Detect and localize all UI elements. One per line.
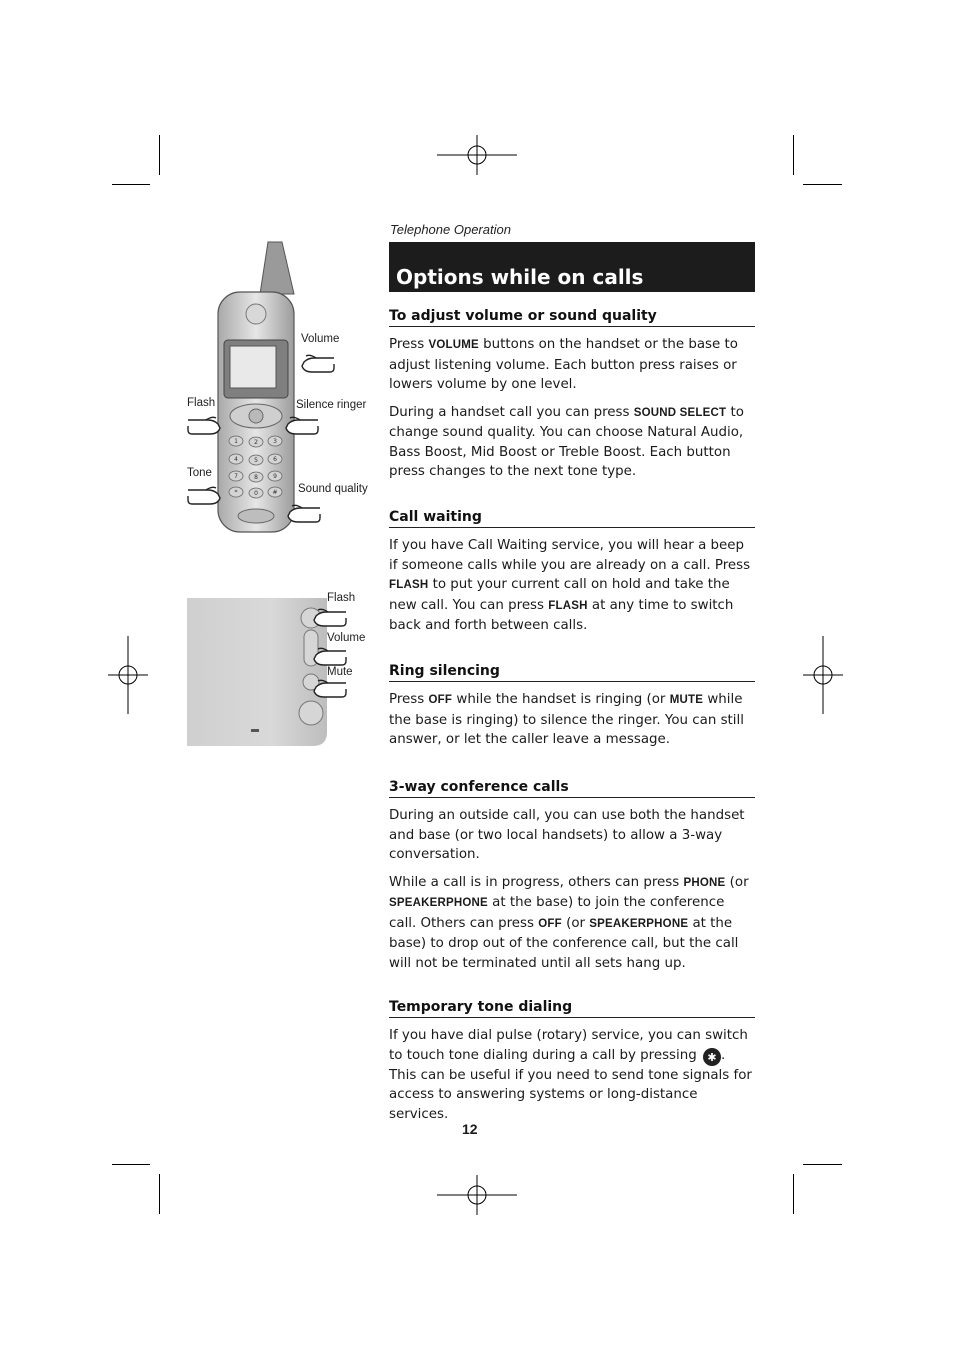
crop-mark [159,135,160,175]
section-heading: Ring silencing [389,663,755,682]
crop-mark [793,1174,794,1214]
crop-mark [112,1164,150,1165]
registration-mark [108,636,148,714]
svg-text:4: 4 [234,456,238,463]
svg-text:#: # [272,489,278,496]
registration-mark [803,636,843,714]
paragraph: During an outside call, you can use both the handset and base (or two local handsets) to allow a 3-way conversation. [389,808,745,862]
section-heading: Temporary tone dialing [389,999,755,1018]
tone-star-key-icon: ✱ [703,1048,721,1066]
base-illustration [187,596,327,748]
section-call-waiting [389,509,755,636]
section-conference [389,779,755,973]
callout-tone: Tone [187,467,212,479]
callout-volume: Volume [301,333,340,345]
page-number: 12 [462,1121,478,1137]
section-heading: To adjust volume or sound quality [389,308,755,327]
page-title: Options while on calls [396,265,644,289]
registration-mark [437,1175,517,1215]
pointing-hand-icon [312,645,348,667]
paragraph: Press OFF while the handset is ringing (or MUTE while the base is ringing) to silence the ringer. You can still answer, or let the caller leave a message. [389,692,744,747]
crop-mark [159,1174,160,1214]
paragraph: Press VOLUME buttons on the handset or the base to adjust listening volume. Each button press raises or lowers volume by one level. [389,337,738,392]
paragraph: If you have Call Waiting service, you will hear a beep if someone calls while you are already on a call. Press FLASH to put your current call on hold and take the new call. You can press FLASH at any time to switch back and forth between calls. [389,538,751,633]
pointing-hand-icon [284,414,320,436]
pointing-hand-icon [186,484,222,506]
callout-base-volume: Volume [327,632,366,644]
section-heading: 3-way conference calls [389,779,755,798]
crop-mark [803,184,842,185]
svg-text:1: 1 [234,438,238,445]
section-ring-silencing [389,663,755,750]
section-heading: Call waiting [389,509,755,528]
svg-text:9: 9 [273,473,277,480]
registration-mark [437,135,517,175]
callout-sound-quality: Sound quality [298,483,368,495]
crop-mark [793,135,794,175]
svg-text:0: 0 [254,490,258,497]
paragraph: If you have dial pulse (rotary) service, you can switch to touch tone dialing during a call by pressing ✱ . This can be useful if you need to send tone signals for access to answering systems or long-distance services. [389,1028,752,1122]
svg-text:5: 5 [254,457,258,464]
pointing-hand-icon [300,352,336,374]
section-tone-dialing [389,999,755,1124]
callout-base-mute: Mute [327,666,353,678]
svg-text:3: 3 [273,438,277,445]
section-label: Telephone Operation [390,222,511,237]
svg-text:6: 6 [273,456,277,463]
svg-text:8: 8 [254,474,258,481]
crop-mark [803,1164,842,1165]
svg-text:*: * [234,489,238,496]
callout-silence-ringer: Silence ringer [296,399,367,411]
section-volume [389,308,755,482]
svg-text:7: 7 [234,473,238,480]
paragraph: While a call is in progress, others can press PHONE (or SPEAKERPHONE at the base) to join the conference call. Others can press OFF (or SPEAKERPHONE at the base) to drop out of the conference call, but the call will not be terminated until all sets hang up. [389,874,749,971]
pointing-hand-icon [286,502,322,524]
callout-base-flash: Flash [327,592,356,604]
svg-text:2: 2 [254,439,258,446]
title-bar [389,242,755,292]
pointing-hand-icon [312,677,348,699]
crop-mark [112,184,150,185]
pointing-hand-icon [312,606,348,628]
paragraph: During a handset call you can press SOUND SELECT to change sound quality. You can choose Natural Audio, Bass Boost, Mid Boost or Treble Boost. Each button press changes to the next tone type. [389,404,744,479]
callout-flash: Flash [187,397,216,409]
pointing-hand-icon [186,414,222,436]
handset-illustration [210,240,300,535]
